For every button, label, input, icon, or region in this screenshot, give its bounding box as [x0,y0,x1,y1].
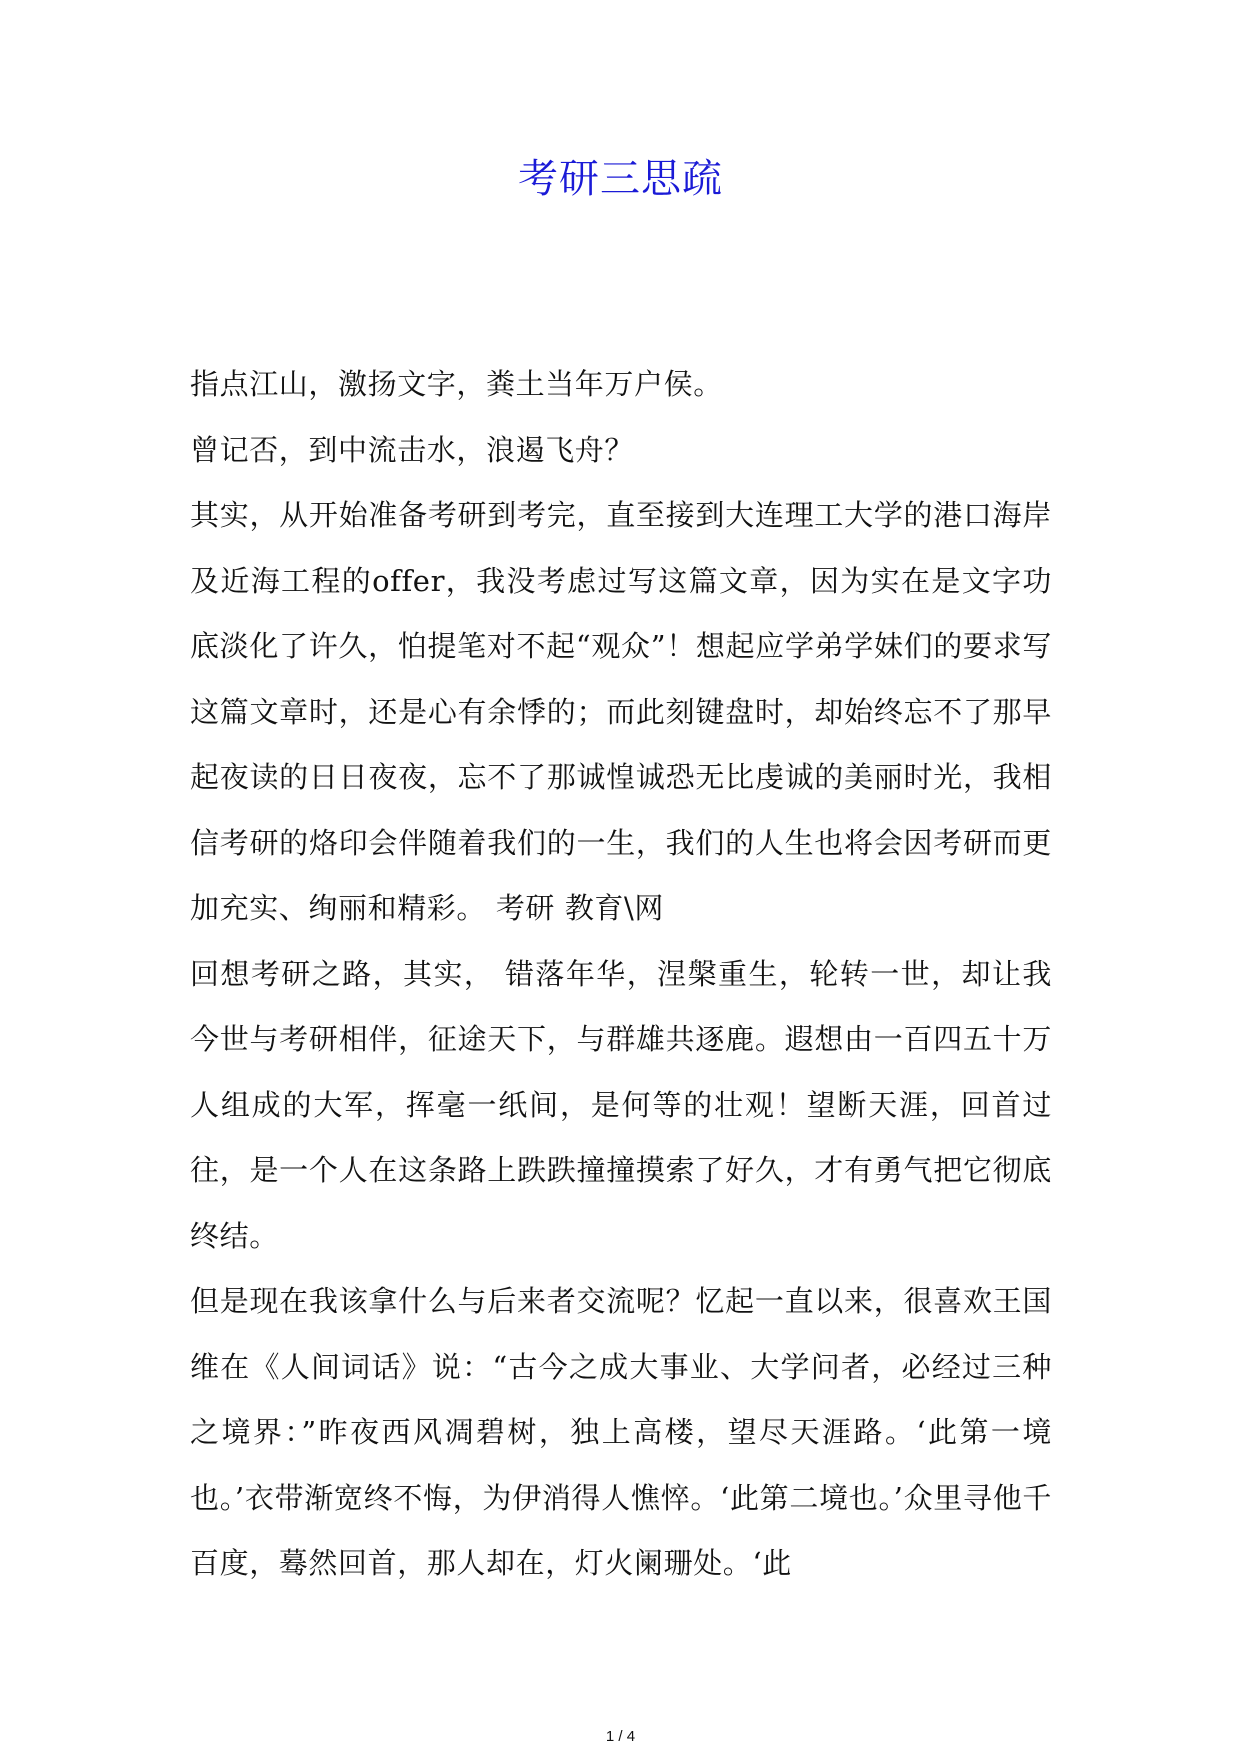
paragraph-5: 但是现在我该拿什么与后来者交流呢？忆起一直以来，很喜欢王国维在《人间词话》说：“古今之成大事业、大学问者，必经过三种之境界：”昨夜西风凋碧树，独上高楼，望尽天涯路。‘此第一境也。’衣带渐宽终不悔，为伊消得人憔悴。‘此第二境也。’众里寻他千百度，蓦然回首，那人却在，灯火阑珊处。‘此 [190,1284,1052,1580]
paragraph-2: 曾记否，到中流击水，浪遏飞舟？ [190,432,635,467]
paragraph-1: 指点江山，激扬文字，粪土当年万户侯。 [190,367,723,401]
paragraph-4: 回想考研之路，其实， 错落年华，涅槃重生，轮转一世，却让我今世与考研相伴，征途天下，与群雄共逐鹿。遐想由一百四五十万人组成的大军，挥毫一纸间，是何等的壮观！望断天涯，回首过往，是一个人在这条路上跌跌撞撞摸索了好久，才有勇气把它彻底终结。 [190,956,1052,1253]
page-number: 1 / 4 [605,1728,636,1745]
document-title: 考研三思疏 [518,156,723,202]
paragraph-3: 其实，从开始准备考研到考完，直至接到大连理工大学的港口海岸及近海工程的offer，我没考虑过写这篇文章，因为实在是文字功底淡化了许久，怕提笔对不起“观众”！想起应学弟学妹们的要求写这篇文章时，还是心有余悸的；而此刻键盘时，却始终忘不了那早起夜读的日日夜夜，忘不了那诚惶诚恐无比虔诚的美丽时光，我相信考研的烙印会伴随着我们的一生，我们的人生也将会因考研而更加充实、绚丽和精彩。 考研 教育\网 [190,498,1052,925]
document-body [190,352,1052,1597]
